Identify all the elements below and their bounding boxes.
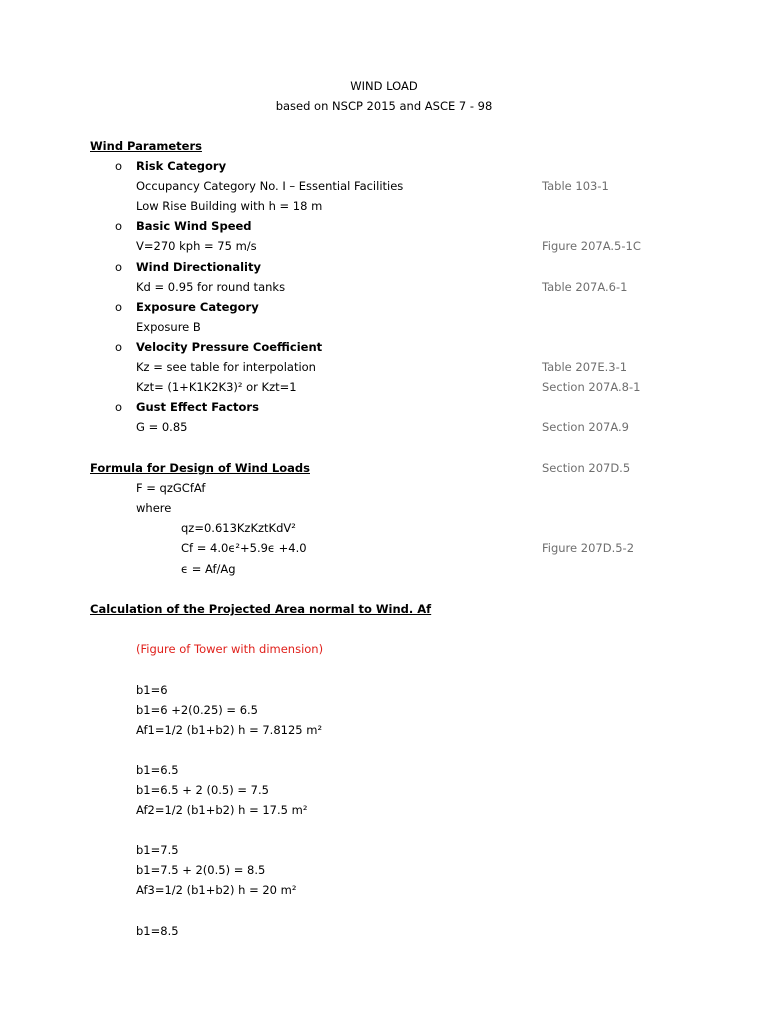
bullet-marker: o — [115, 400, 123, 414]
cf-reference: Figure 207D.5-2 — [542, 541, 635, 555]
cf-formula: Cf = 4.0ϵ²+5.9ϵ +4.0 — [181, 541, 307, 555]
calc-line: Af3=1/2 (b1+b2) h = 20 m² — [136, 883, 297, 897]
low-rise-line: Low Rise Building with h = 18 m — [136, 199, 323, 213]
kz-line: Kz = see table for interpolation — [136, 360, 316, 374]
page-title: WIND LOAD — [350, 79, 418, 93]
wind-parameters-heading: Wind Parameters — [90, 139, 202, 153]
f-formula: F = qzGCfAf — [136, 481, 206, 495]
kd-line: Kd = 0.95 for round tanks — [136, 280, 286, 294]
basic-wind-speed-label: Basic Wind Speed — [136, 219, 252, 233]
calc-line: b1=6.5 — [136, 763, 179, 777]
bullet-marker: o — [115, 300, 123, 314]
bullet-marker: o — [115, 159, 123, 173]
exposure-b-line: Exposure B — [136, 320, 201, 334]
projected-area-heading: Calculation of the Projected Area normal to Wind. Af — [90, 602, 432, 616]
velocity-pressure-label: Velocity Pressure Coefficient — [136, 340, 323, 354]
calc-line: Af1=1/2 (b1+b2) h = 7.8125 m² — [136, 723, 323, 737]
formula-reference: Section 207D.5 — [542, 461, 631, 475]
wind-speed-line: V=270 kph = 75 m/s — [136, 239, 257, 253]
calc-line: b1=8.5 — [136, 924, 179, 938]
g-line: G = 0.85 — [136, 420, 188, 434]
wind-directionality-label: Wind Directionality — [136, 260, 261, 274]
gust-effect-label: Gust Effect Factors — [136, 400, 259, 414]
bullet-marker: o — [115, 219, 123, 233]
calc-line: b1=6 — [136, 683, 168, 697]
kzt-reference: Section 207A.8-1 — [542, 380, 641, 394]
calc-line: b1=7.5 + 2(0.5) = 8.5 — [136, 863, 266, 877]
page-subtitle: based on NSCP 2015 and ASCE 7 - 98 — [275, 99, 493, 113]
formula-heading: Formula for Design of Wind Loads — [90, 461, 310, 475]
bullet-marker: o — [115, 260, 123, 274]
epsilon-formula: ϵ = Af/Ag — [181, 562, 236, 576]
calc-line: b1=7.5 — [136, 843, 179, 857]
bullet-marker: o — [115, 340, 123, 354]
occupancy-line: Occupancy Category No. I – Essential Facilities — [136, 179, 404, 193]
figure-placeholder-note: (Figure of Tower with dimension) — [136, 642, 324, 656]
wind-speed-reference: Figure 207A.5-1C — [542, 239, 641, 253]
calc-line: Af2=1/2 (b1+b2) h = 17.5 m² — [136, 803, 308, 817]
kzt-line: Kzt= (1+K1K2K3)² or Kzt=1 — [136, 380, 297, 394]
exposure-category-label: Exposure Category — [136, 300, 259, 314]
kz-reference: Table 207E.3-1 — [542, 360, 628, 374]
occupancy-reference: Table 103-1 — [542, 179, 609, 193]
calc-line: b1=6.5 + 2 (0.5) = 7.5 — [136, 783, 269, 797]
calc-line: b1=6 +2(0.25) = 6.5 — [136, 703, 258, 717]
qz-formula: qz=0.613KzKztKdV² — [181, 521, 296, 535]
kd-reference: Table 207A.6-1 — [542, 280, 628, 294]
where-label: where — [136, 501, 172, 515]
g-reference: Section 207A.9 — [542, 420, 629, 434]
risk-category-label: Risk Category — [136, 159, 227, 173]
